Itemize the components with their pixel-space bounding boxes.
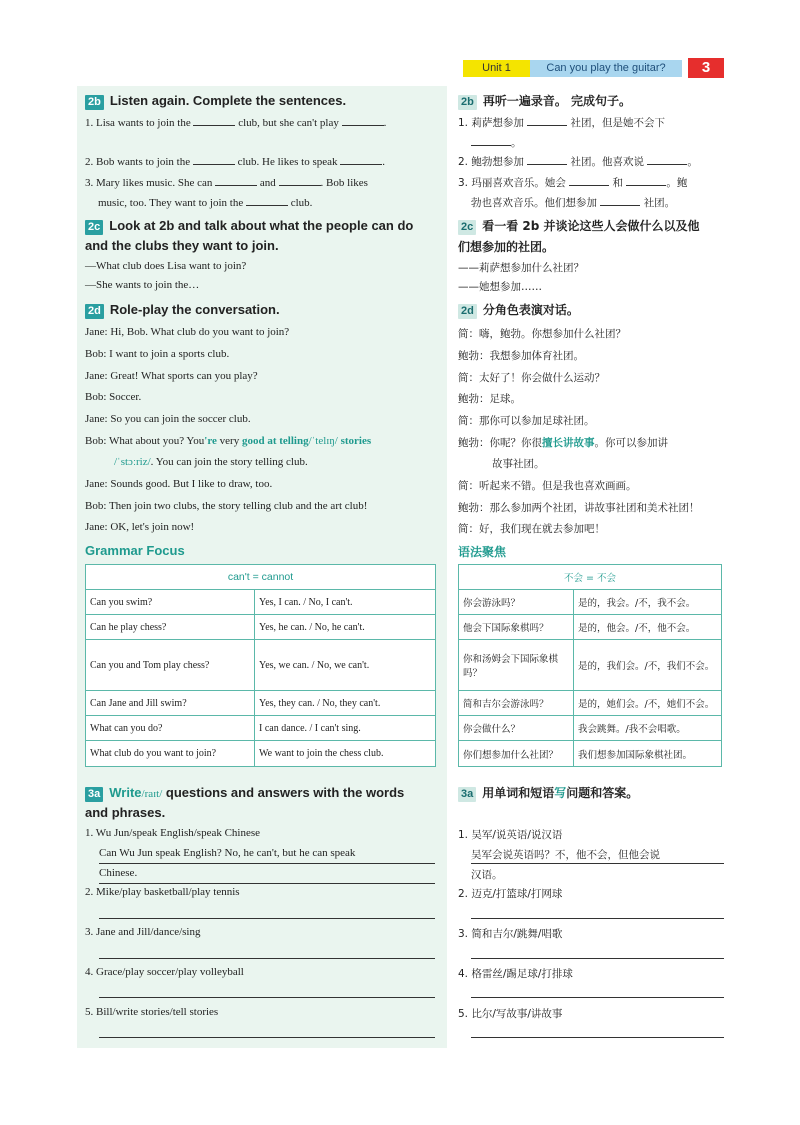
section-title-cont: 们想参加的社团。 — [458, 240, 555, 254]
section-title: 再听一遍录音。 完成句子。 — [482, 94, 632, 108]
answer-blank[interactable] — [471, 135, 511, 146]
answer-line[interactable] — [99, 958, 435, 959]
answer-line[interactable] — [471, 918, 724, 919]
keyword: 写 — [554, 786, 567, 800]
text: 3. Mary likes music. She can — [85, 177, 213, 189]
section-title: 看一看 2b 并谈论这些人会做什么以及他 — [482, 219, 700, 233]
text: 鲍勃：你呢？你很 — [458, 437, 542, 449]
section-tag: 2d — [458, 304, 477, 319]
english-column — [77, 86, 447, 1048]
dialog-line-zh-cont: 故事社团。 — [492, 458, 545, 470]
dialog-line-zh: 鲍勃：我想参加体育社团。 — [458, 350, 584, 362]
text: and — [259, 177, 276, 189]
text: club. — [290, 197, 313, 209]
answer-blank[interactable] — [569, 175, 609, 186]
exercise-item-zh: 2. 迈克/打篮球/打网球 — [458, 888, 563, 900]
text: 社团，但是她不会下 — [570, 117, 666, 129]
dialog-line-zh: 简：太好了！你会做什么运动？ — [458, 372, 605, 384]
highlight: 're — [204, 435, 217, 447]
text: 社团。 — [643, 197, 676, 209]
answer-cell: We want to join the chess club. — [255, 741, 436, 767]
answer-blank[interactable] — [342, 115, 384, 126]
answer-cell: Yes, they can. / No, they can't. — [255, 691, 436, 716]
dialog-line: Jane: OK, let's join now! — [85, 521, 195, 533]
section-2d-heading-zh — [458, 301, 579, 319]
sentence-1: 1. Lisa wants to join the club, but she can't play . — [85, 117, 387, 129]
highlight: good at telling — [241, 435, 309, 447]
section-tag: 3a — [458, 787, 476, 802]
answer-blank[interactable] — [600, 195, 640, 206]
text: 。你可以参加讲 — [594, 437, 668, 449]
text: . You can join the story telling club. — [150, 456, 308, 468]
dialog-line-zh — [458, 435, 668, 450]
text: club, but she can't play — [238, 117, 339, 129]
exercise-item-zh: 4. 格雷丝/踢足球/打排球 — [458, 968, 573, 980]
dialog-line-zh: 简：听起来不错。但是我也喜欢画画。 — [458, 480, 637, 492]
text: music, too. They want to join the — [98, 197, 244, 209]
exercise-item: 4. Grace/play soccer/play volleyball — [85, 966, 244, 978]
section-tag: 2c — [458, 220, 476, 235]
dialog-line: Jane: Hi, Bob. What club do you want to join? — [85, 326, 290, 338]
section-tag: 3a — [85, 787, 103, 802]
answer-cell: 是的，我会。/不，我不会。 — [574, 590, 722, 615]
example-answer-zh: ——她想参加…… — [458, 281, 542, 293]
text: 3. 玛丽喜欢音乐。她会 — [458, 177, 566, 189]
sentence-1-zh-cont: 。 — [471, 135, 522, 150]
section-2b-heading — [85, 92, 346, 110]
page-number: 3 — [688, 58, 724, 78]
dialog-line — [85, 435, 371, 447]
question-cell: Can you and Tom play chess? — [86, 640, 255, 691]
example-question: —What club does Lisa want to join? — [85, 260, 247, 272]
answer-cell: 我会跳舞。/我不会唱歌。 — [574, 716, 722, 741]
sentence-3-zh — [458, 175, 687, 190]
dialog-line-cont — [114, 456, 308, 468]
answer-cell: Yes, he can. / No, he can't. — [255, 615, 436, 640]
section-title: Look at 2b and talk about what the people can do — [109, 218, 414, 233]
exercise-item-zh: 3. 简和吉尔/跳舞/唱歌 — [458, 928, 563, 940]
section-title-cont: and the clubs they want to join. — [85, 238, 279, 253]
question-cell: Can he play chess? — [86, 615, 255, 640]
answer-cell: 是的，我们会。/不，我们不会。 — [574, 640, 722, 691]
sentence-2-zh: 2. 鲍勃想参加 社团。他喜欢说 。 — [458, 156, 698, 168]
question-cell: 他会下国际象棋吗？ — [459, 615, 574, 640]
answer-line[interactable] — [471, 1037, 724, 1038]
text: 2. Bob wants to join the — [85, 156, 191, 168]
exercise-item: 5. Bill/write stories/tell stories — [85, 1006, 219, 1018]
answer-line[interactable] — [471, 958, 724, 959]
exercise-item: 2. Mike/play basketball/play tennis — [85, 886, 240, 898]
answer-blank[interactable] — [527, 154, 567, 165]
text: 1. Lisa wants to join the — [85, 117, 191, 129]
section-title: 问题和答案。 — [566, 786, 639, 800]
text: 社团。他喜欢说 — [570, 156, 645, 168]
example-answer-cont: Chinese. — [99, 867, 138, 879]
section-tag: 2b — [458, 95, 477, 110]
answer-blank[interactable] — [215, 175, 257, 186]
section-title: Listen again. Complete the sentences. — [109, 93, 347, 108]
section-title: 分角色表演对话。 — [482, 303, 579, 317]
answer-blank[interactable] — [626, 175, 666, 186]
example-answer: Can Wu Jun speak English? No, he can't, but he can speak — [99, 847, 356, 859]
text: 2. 鲍勃想参加 — [458, 156, 524, 168]
keyword: Write — [109, 785, 142, 800]
dialog-line: Bob: I want to join a sports club. — [85, 348, 230, 360]
unit-title: Can you play the guitar? — [530, 60, 682, 77]
dialog-line: Jane: So you can join the soccer club. — [85, 413, 251, 425]
sentence-1-zh — [458, 115, 665, 130]
sentence-3-cont — [98, 195, 312, 209]
section-3a-heading-zh — [458, 784, 638, 802]
answer-line — [471, 863, 724, 864]
section-tag: 2c — [85, 220, 103, 235]
dialog-line: Jane: Sounds good. But I like to draw, too. — [85, 478, 273, 490]
unit-label: Unit 1 — [463, 60, 530, 77]
highlight: stories — [337, 435, 372, 447]
answer-blank[interactable] — [527, 115, 567, 126]
exercise-item: 1. Wu Jun/speak English/speak Chinese — [85, 827, 261, 839]
highlight: 擅长讲故事 — [542, 437, 595, 449]
sentence-3 — [85, 175, 368, 189]
section-tag: 2b — [85, 95, 104, 110]
example-question-zh: ——莉萨想参加什么社团？ — [458, 262, 584, 274]
question-cell: Can Jane and Jill swim? — [86, 691, 255, 716]
question-cell: Can you swim? — [86, 590, 255, 615]
answer-line — [99, 883, 435, 884]
sentence-3-zh-cont — [471, 195, 675, 210]
dialog-line-zh: 简：好，我们现在就去参加吧！ — [458, 523, 605, 535]
grammar-table — [85, 564, 436, 767]
phonetic: /ˈstɔːriz/ — [114, 456, 151, 468]
answer-line[interactable] — [471, 997, 724, 998]
section-tag: 2d — [85, 304, 104, 319]
answer-cell: 是的，他会。/不，他不会。 — [574, 615, 722, 640]
dialog-line-zh: 鲍勃：足球。 — [458, 393, 521, 405]
dialog-line-zh: 简：嗨，鲍勃。你想参加什么社团？ — [458, 328, 626, 340]
dialog-line-zh: 简：那你可以参加足球社团。 — [458, 415, 595, 427]
question-cell: 你们想参加什么社团？ — [459, 741, 574, 767]
question-cell: What can you do? — [86, 716, 255, 741]
dialog-line: Bob: Then join two clubs, the story telling club and the art club! — [85, 500, 368, 512]
section-3a-heading — [85, 784, 404, 802]
answer-cell: 我们想参加国际象棋社团。 — [574, 741, 722, 767]
answer-cell: Yes, I can. / No, I can't. — [255, 590, 436, 615]
question-cell: 你会做什么？ — [459, 716, 574, 741]
dialog-line: Jane: Great! What sports can you play? — [85, 370, 258, 382]
grammar-table-header: can't = cannot — [86, 565, 436, 590]
exercise-item-zh: 1. 吴军/说英语/说汉语 — [458, 829, 563, 841]
chinese-column — [452, 86, 728, 1048]
text: 。鲍 — [666, 177, 688, 189]
text: 1. 莉萨想参加 — [458, 117, 524, 129]
text: 和 — [612, 177, 624, 189]
section-2b-heading-zh — [458, 92, 631, 110]
section-title: Role-play the conversation. — [109, 302, 280, 317]
answer-cell: 是的，她们会。/不，她们不会。 — [574, 691, 722, 716]
section-title: questions and answers with the words — [162, 785, 405, 800]
section-2c-heading — [85, 217, 413, 235]
answer-line[interactable] — [99, 918, 435, 919]
text: Bob: What about you? You — [85, 435, 205, 447]
exercise-item: 3. Jane and Jill/dance/sing — [85, 926, 201, 938]
text: very — [216, 435, 242, 447]
answer-line[interactable] — [99, 1037, 435, 1038]
answer-cell: Yes, we can. / No, we can't. — [255, 640, 436, 691]
example-answer: —She wants to join the… — [85, 279, 200, 291]
question-cell: 简和吉尔会游泳吗？ — [459, 691, 574, 716]
answer-blank[interactable] — [193, 154, 235, 165]
section-title-cont: and phrases. — [85, 805, 166, 820]
answer-cell: I can dance. / I can't sing. — [255, 716, 436, 741]
answer-blank[interactable] — [279, 175, 321, 186]
phonetic: /raɪt/ — [141, 788, 163, 800]
section-title: 用单词和短语 — [482, 786, 555, 800]
grammar-table-header: 不会 = 不会 — [459, 565, 722, 590]
grammar-focus-title-zh: 语法聚焦 — [458, 545, 507, 559]
sentence-2: 2. Bob wants to join the club. He likes to speak . — [85, 156, 386, 168]
section-2d-heading — [85, 301, 280, 319]
text: . Bob likes — [320, 177, 368, 189]
answer-blank[interactable] — [193, 115, 235, 126]
grammar-table-zh — [458, 564, 722, 767]
question-cell: 你会游泳吗？ — [459, 590, 574, 615]
text: club. He likes to speak — [237, 156, 338, 168]
section-2c-heading-zh — [458, 217, 700, 235]
example-answer-zh-cont: 汉语。 — [471, 869, 503, 881]
text: 勃也喜欢音乐。他们想参加 — [471, 197, 597, 209]
answer-blank[interactable] — [246, 195, 288, 206]
example-answer-zh: 吴军会说英语吗？不，他不会，但他会说 — [471, 849, 660, 861]
phonetic: /ˈtelɪŋ/ — [308, 435, 338, 447]
question-cell: What club do you want to join? — [86, 741, 255, 767]
question-cell: 你和汤姆会下国际象棋吗？ — [459, 640, 574, 691]
answer-line[interactable] — [99, 997, 435, 998]
dialog-line: Bob: Soccer. — [85, 391, 142, 403]
answer-blank[interactable] — [340, 154, 382, 165]
dialog-line-zh: 鲍勃：那么参加两个社团，讲故事社团和美术社团！ — [458, 502, 700, 514]
grammar-focus-title: Grammar Focus — [85, 543, 185, 558]
answer-blank[interactable] — [647, 154, 687, 165]
answer-line — [99, 863, 435, 864]
exercise-item-zh: 5. 比尔/写故事/讲故事 — [458, 1008, 563, 1020]
